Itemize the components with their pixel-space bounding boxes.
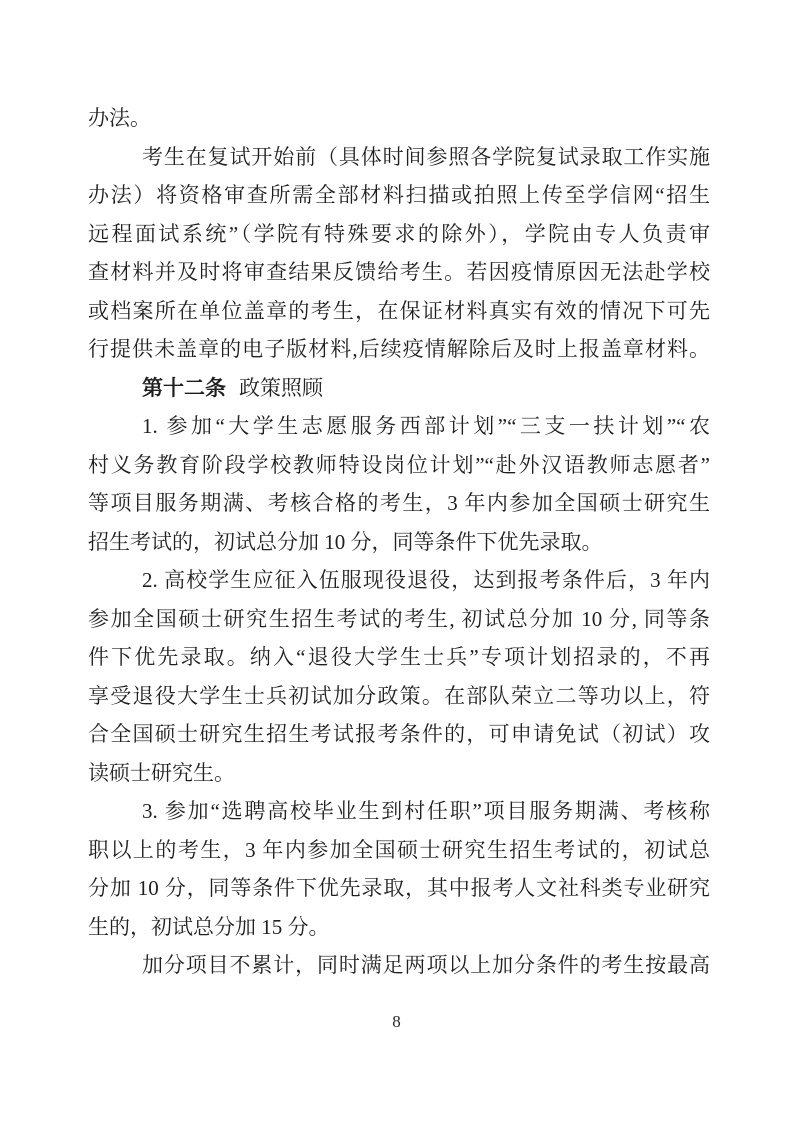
page-number: 8 — [392, 1012, 401, 1031]
text-line: 参加全国硕士研究生招生考试的考生, 初试总分加 10 分, 同等条 — [88, 606, 710, 631]
article-heading — [88, 369, 710, 408]
text-line: 办法。 — [88, 106, 151, 130]
text-line: 分加 10 分，同等条件下优先录取，其中报考人文社科类专业研究 — [88, 876, 710, 900]
article-title: 政策照顾 — [239, 375, 323, 400]
text-line: 生的，初试总分加 15 分。 — [88, 914, 330, 939]
text-line: 或档案所在单位盖章的考生，在保证材料真实有效的情况下可先 — [88, 298, 710, 323]
text-line: 读硕士研究生。 — [88, 760, 235, 785]
text-line: 职以上的考生，3 年内参加全国硕士研究生招生考试的，初试总 — [88, 837, 710, 862]
text-line: 查材料并及时将审查结果反馈给考生。若因疫情原因无法赴学校 — [88, 260, 710, 284]
text-line: 远程面试系统”（学院有特殊要求的除外），学院由专人负责审 — [88, 221, 710, 246]
text-line: 3. 参加“选聘高校毕业生到村任职”项目服务期满、考核称 — [142, 799, 710, 823]
text-line: 件下优先录取。纳入“退役大学生士兵”专项计划招录的，不再 — [88, 645, 710, 669]
text-line: 加分项目不累计，同时满足两项以上加分条件的考生按最高 — [142, 953, 710, 977]
text-line: 合全国硕士研究生招生考试报考条件的，可申请免试（初试）攻 — [88, 722, 710, 746]
text-line: 享受退役大学生士兵初试加分政策。在部队荣立二等功以上，符 — [88, 683, 710, 708]
page-content — [88, 99, 710, 985]
text-line: 行提供未盖章的电子版材料,后续疫情解除后及时上报盖章材料。 — [88, 337, 710, 361]
text-line: 办法）将资格审查所需全部材料扫描或拍照上传至学信网“招生 — [88, 183, 710, 207]
text-line: 村义务教育阶段学校教师特设岗位计划”“赴外汉语教师志愿者” — [88, 452, 710, 477]
text-line: 考生在复试开始前（具体时间参照各学院复试录取工作实施 — [142, 144, 710, 169]
text-line: 招生考试的，初试总分加 10 分，同等条件下优先录取。 — [88, 529, 603, 554]
text-line: 等项目服务期满、考核合格的考生，3 年内参加全国硕士研究生 — [88, 491, 710, 515]
text-line: 2. 高校学生应征入伍服现役退役，达到报考条件后，3 年内 — [142, 568, 710, 592]
text-line: 1. 参加“大学生志愿服务西部计划”“三支一扶计划”“农 — [142, 414, 710, 438]
article-number: 第十二条 — [142, 375, 226, 400]
